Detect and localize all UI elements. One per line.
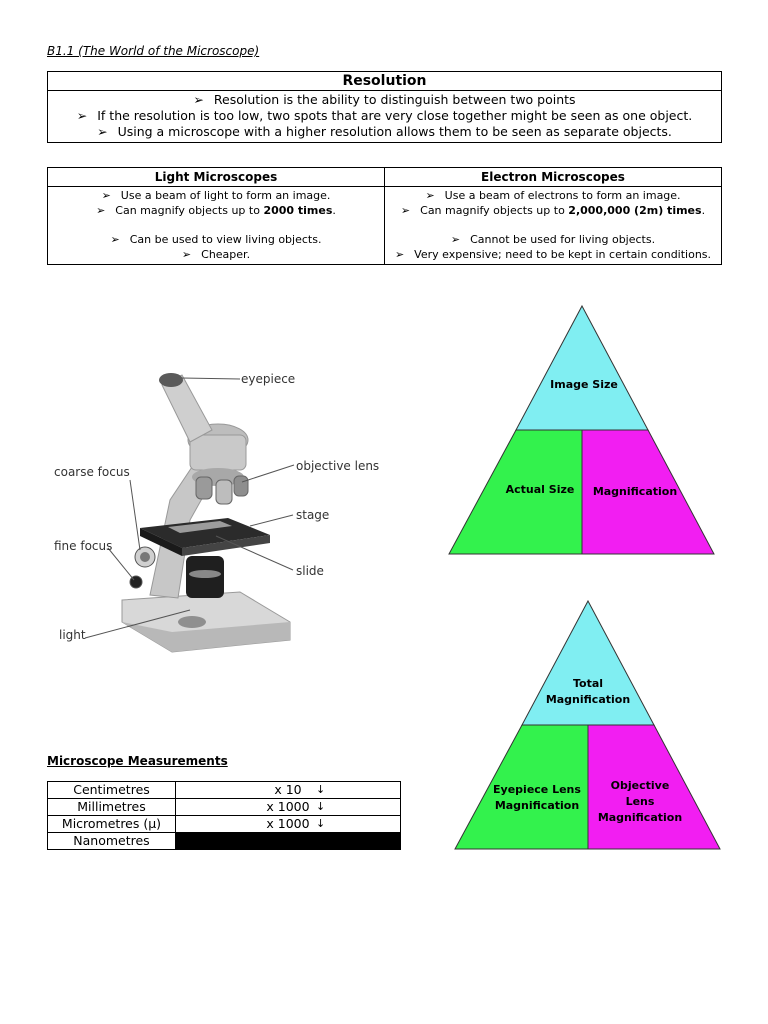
- down-arrow-icon: ↓: [316, 800, 326, 813]
- table-row: [48, 782, 401, 799]
- stage-label: stage: [296, 508, 330, 522]
- page-heading: B1.1 (The World of the Microscope): [47, 44, 260, 58]
- measurements-title: Microscope Measurements: [47, 754, 228, 768]
- resolution-title: Resolution: [48, 72, 722, 91]
- objective-lens-label: objective lens: [296, 459, 380, 473]
- electron-microscopes-header: Electron Microscopes: [385, 168, 722, 187]
- objective-magnification-label: Magnification: [597, 811, 683, 824]
- electron-microscopes-cell: [385, 187, 722, 265]
- light-point: ➢ Can be used to view living objects.: [48, 232, 384, 247]
- microscope-illustration: [122, 373, 290, 652]
- electron-point: ➢ Use a beam of electrons to form an image.: [385, 188, 721, 203]
- light-microscopes-header: Light Microscopes: [48, 168, 385, 187]
- actual-size-label: Actual Size: [505, 483, 575, 496]
- blacked-out-cell: [176, 833, 401, 850]
- resolution-point: ➢ If the resolution is too low, two spots that are very close together might be seen as one object.: [48, 108, 721, 124]
- objective-label: Objective: [610, 779, 670, 792]
- factor-cell: x 1000 ↓: [176, 799, 401, 816]
- electron-point: ➢ Cannot be used for living objects.: [385, 232, 721, 247]
- microscope-comparison-table: [47, 167, 722, 265]
- lens-label: Lens: [625, 795, 655, 808]
- down-arrow-icon: ↓: [316, 817, 326, 830]
- image-size-label: Image Size: [550, 378, 618, 391]
- eyepiece-lens-label: Eyepiece Lens: [493, 783, 581, 796]
- light-microscopes-cell: [48, 187, 385, 265]
- unit-cell: Micrometres (μ): [48, 816, 176, 833]
- factor-cell: x 10 ↓: [176, 782, 401, 799]
- electron-point: ➢ Can magnify objects up to 2,000,000 (2m) times.: [385, 203, 721, 218]
- measurements-table: [47, 781, 401, 850]
- eyepiece-label: eyepiece: [241, 372, 296, 386]
- fine-focus-label: fine focus: [54, 539, 113, 553]
- resolution-table: [47, 71, 722, 143]
- resolution-point: ➢ Using a microscope with a higher resolution allows them to be seen as separate objects.: [48, 124, 721, 140]
- down-arrow-icon: ↓: [316, 783, 326, 796]
- triangle-top-section: [522, 601, 654, 725]
- resolution-point: ➢ Resolution is the ability to distinguish between two points: [48, 92, 721, 108]
- total-label: Total: [572, 677, 604, 690]
- unit-cell: Millimetres: [48, 799, 176, 816]
- eyepiece-magnification-label: Magnification: [494, 799, 580, 812]
- slide-label: slide: [296, 564, 324, 578]
- table-row: [48, 833, 401, 850]
- electron-point: ➢ Very expensive; need to be kept in certain conditions.: [385, 247, 721, 262]
- total-magnification-triangle: [452, 599, 724, 851]
- factor-cell: x 1000 ↓: [176, 816, 401, 833]
- unit-cell: Centimetres: [48, 782, 176, 799]
- table-row: [48, 816, 401, 833]
- resolution-points: [48, 91, 722, 143]
- coarse-focus-label: coarse focus: [54, 465, 130, 479]
- light-label: light: [59, 628, 86, 642]
- table-row: [48, 799, 401, 816]
- magnification-triangle: [446, 304, 718, 556]
- light-point: ➢ Cheaper.: [48, 247, 384, 262]
- triangle-top-section: [516, 306, 648, 430]
- microscope-diagram: [50, 360, 390, 660]
- magnification-label: Magnification: [592, 485, 678, 498]
- light-point: ➢ Can magnify objects up to 2000 times.: [48, 203, 384, 218]
- total-magnification-label: Magnification: [545, 693, 631, 706]
- unit-cell: Nanometres: [48, 833, 176, 850]
- light-point: ➢ Use a beam of light to form an image.: [48, 188, 384, 203]
